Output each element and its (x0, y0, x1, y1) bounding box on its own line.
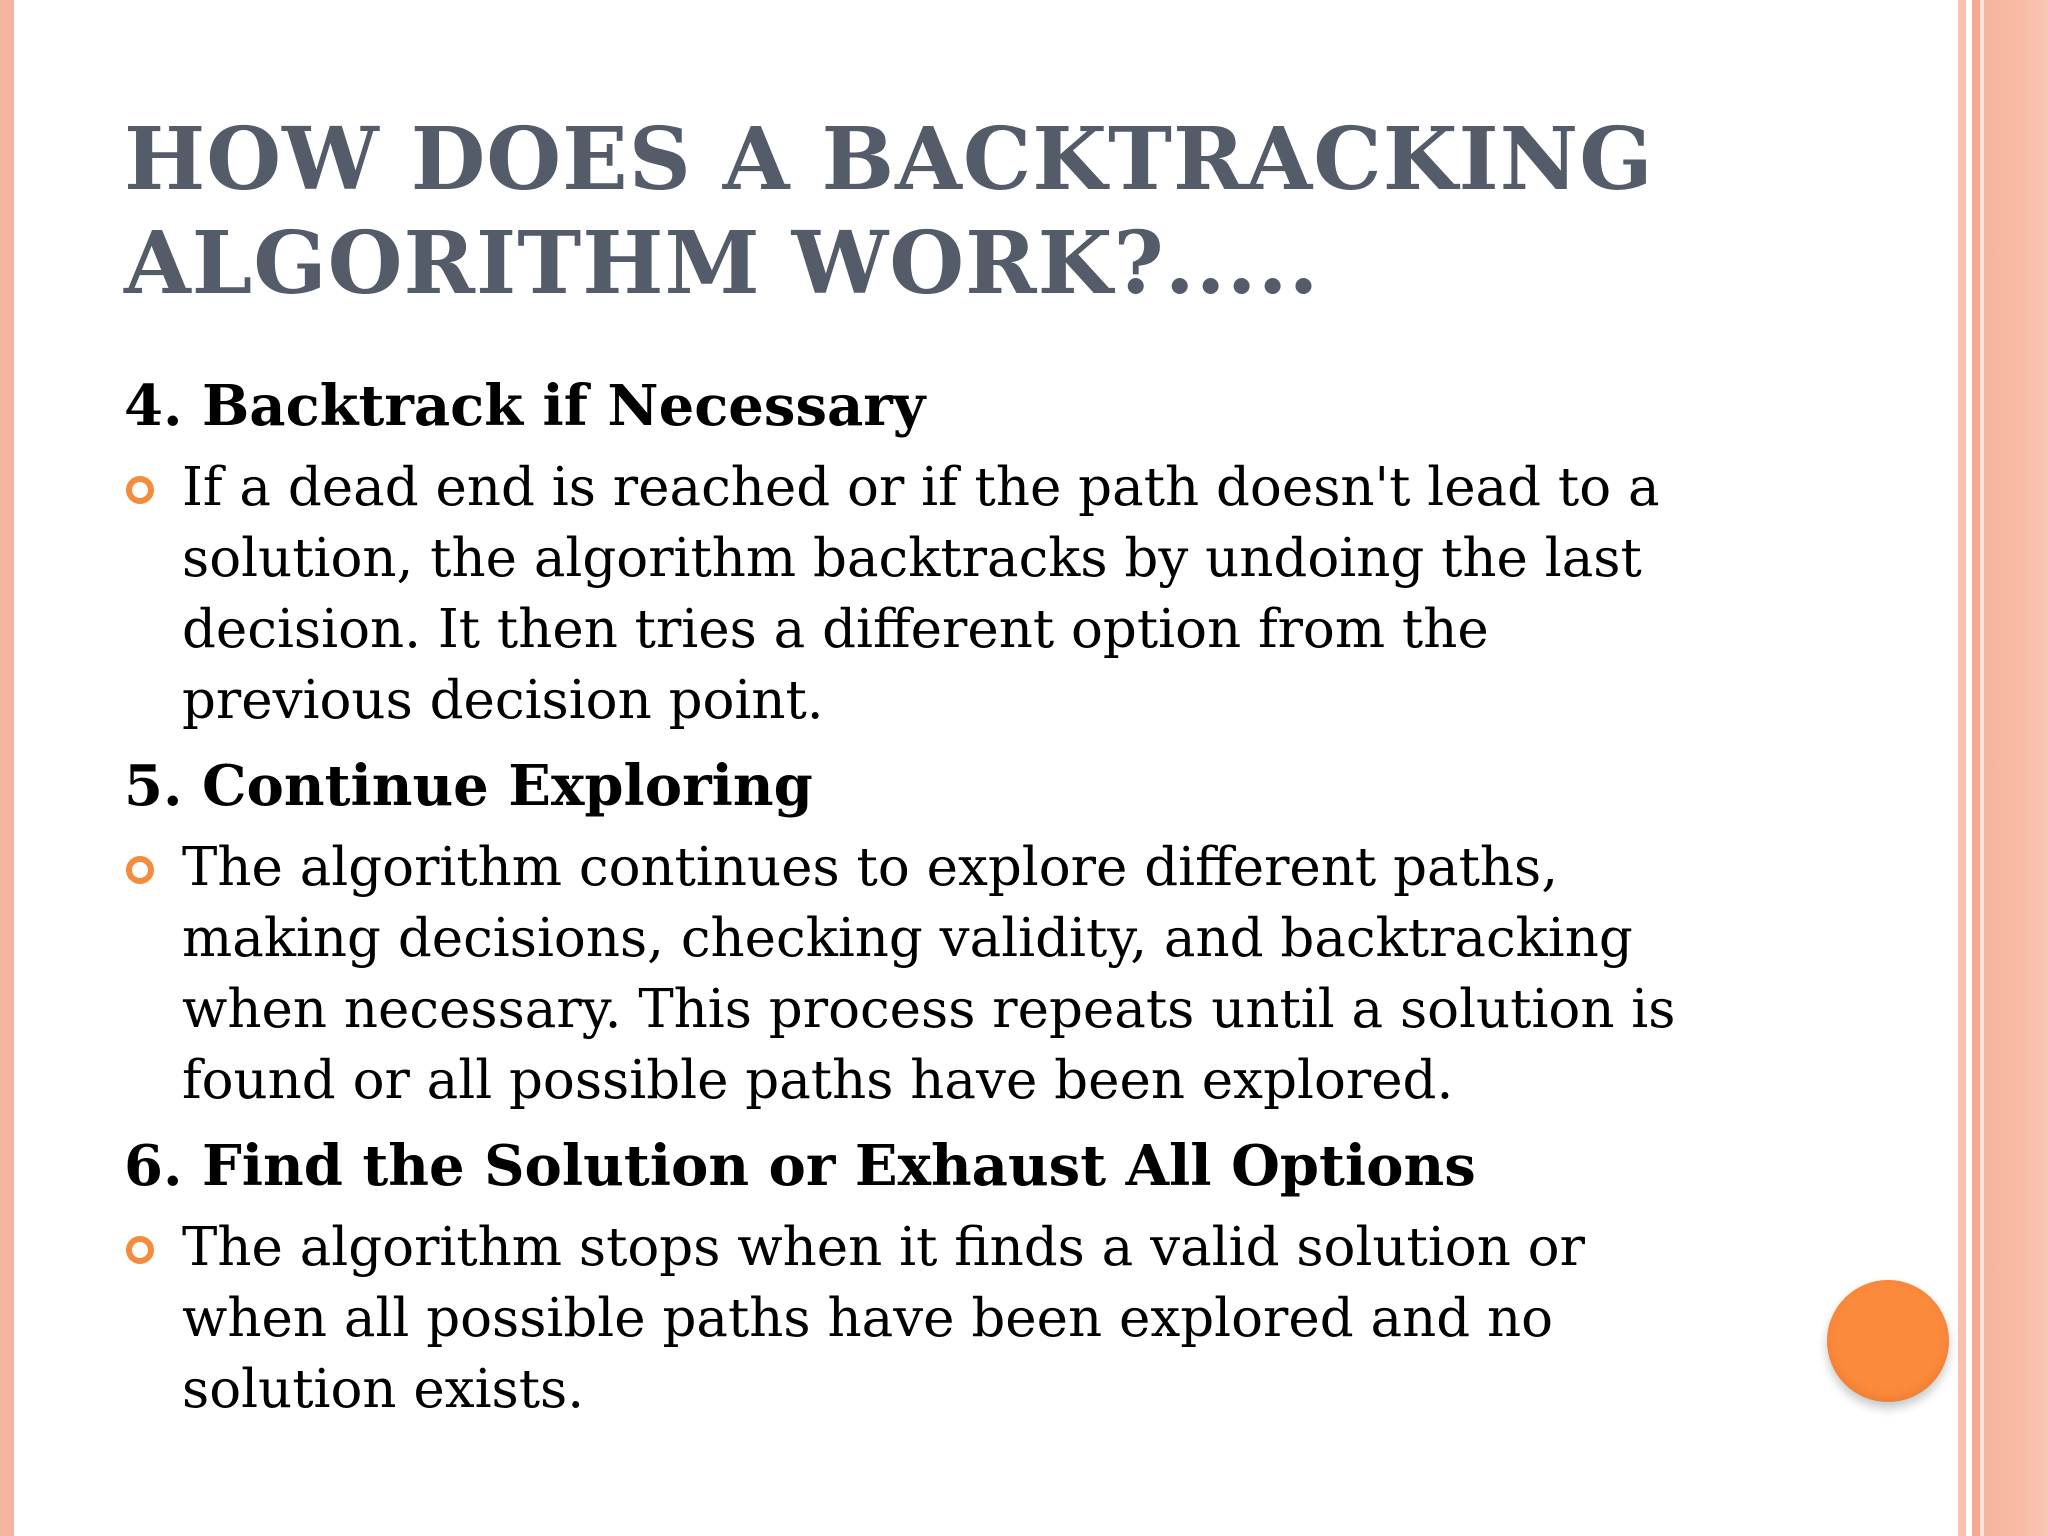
bullet-item (124, 452, 1724, 736)
section-heading: 6. Find the Solution or Exhaust All Options (124, 1133, 1476, 1199)
right-accent-stripe (1958, 0, 1966, 1536)
hollow-circle-bullet-icon (126, 1236, 154, 1264)
bullet-item (124, 832, 1724, 1116)
section-find-solution (124, 1130, 1724, 1425)
hollow-circle-bullet-icon (126, 856, 154, 884)
hollow-circle-bullet-icon (126, 476, 154, 504)
section-heading: 4. Backtrack if Necessary (124, 373, 926, 439)
slide-title: HOW DOES A BACKTRACKING ALGORITHM WORK?..... (124, 109, 1654, 314)
bullet-item (124, 1212, 1724, 1425)
right-accent-band (1984, 0, 2048, 1536)
orange-circle-icon (1827, 1280, 1949, 1402)
slide-body (124, 370, 1724, 1439)
bullet-text: If a dead end is reached or if the path doesn't lead to a solution, the algorithm backtracks by undoing the last decision. It then tries a different option from the previous decision point. (182, 457, 1660, 731)
right-accent-stripe (1972, 0, 1980, 1536)
left-accent-stripe (0, 0, 14, 1536)
bullet-text: The algorithm continues to explore different paths, making decisions, checking validity, and backtracking when necessary. This process repeats until a solution is found or all possible paths have been explored. (182, 837, 1676, 1111)
section-backtrack (124, 370, 1724, 736)
section-continue-exploring (124, 750, 1724, 1116)
section-heading: 5. Continue Exploring (124, 753, 813, 819)
bullet-text: The algorithm stops when it finds a valid solution or when all possible paths have been explored and no solution exists. (182, 1217, 1585, 1420)
